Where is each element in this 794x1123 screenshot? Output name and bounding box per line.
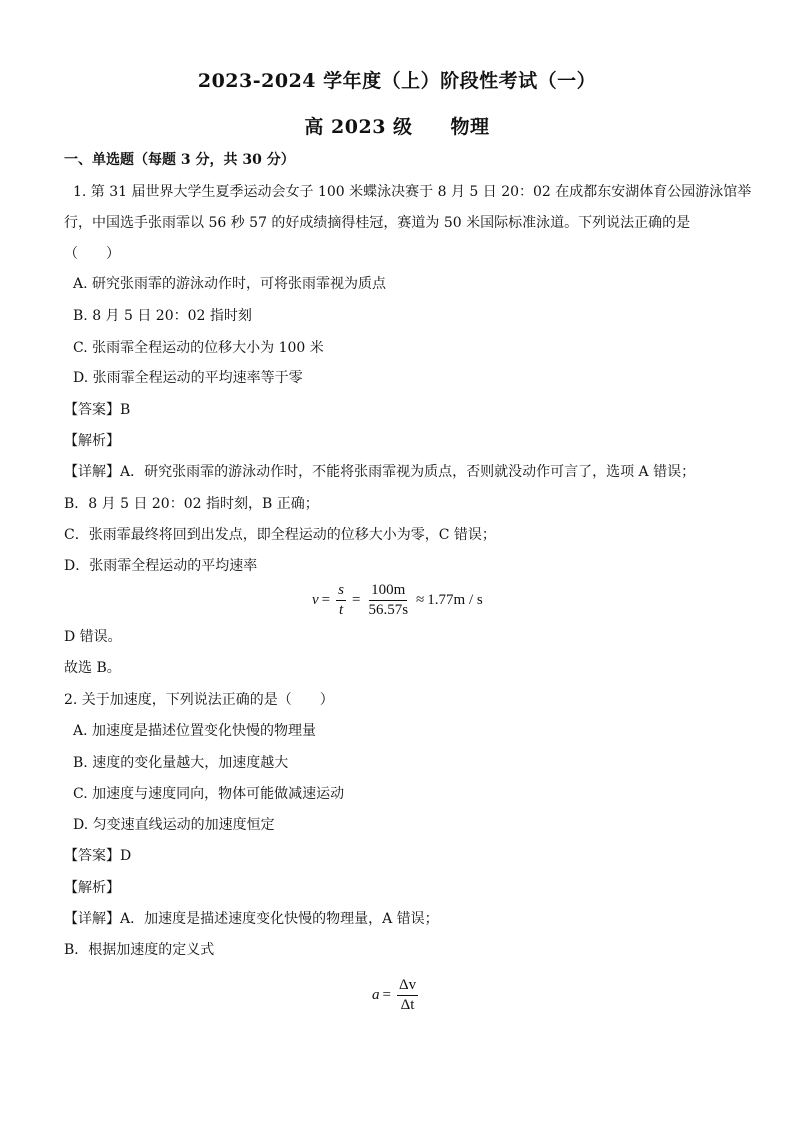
- q1-option-c: C. 张雨霏全程运动的位移大小为 100 米: [73, 340, 324, 356]
- q2-option-a: A. 加速度是描述位置变化快慢的物理量: [73, 723, 317, 739]
- fraction-numerator: 100m: [369, 582, 407, 601]
- q2-acceleration-formula: [372, 977, 421, 1014]
- fraction-denominator: 56.57s: [368, 602, 409, 618]
- section-heading: 一、单选题（每题 3 分，共 30 分）: [64, 152, 295, 168]
- q2-option-c: C. 加速度与速度同向，物体可能做减速运动: [73, 786, 345, 802]
- grade-label: 高 2023 级: [304, 116, 413, 138]
- fraction-s-over-t: [336, 582, 346, 619]
- q1-option-d: D. 张雨霏全程运动的平均速率等于零: [73, 370, 303, 386]
- q2-stem: 2. 关于加速度，下列说法正确的是（ ）: [64, 692, 334, 708]
- fraction-denominator: Δt: [400, 997, 415, 1013]
- formula-result: 1.77m / s: [427, 592, 483, 608]
- q2-option-d: D. 匀变速直线运动的加速度恒定: [73, 817, 275, 833]
- q2-detail-line-2: B．根据加速度的定义式: [64, 942, 215, 958]
- fraction-numerator: s: [336, 582, 346, 601]
- q1-analysis-label: 【解析】: [64, 433, 120, 449]
- q1-option-b: B. 8 月 5 日 20：02 指时刻: [73, 308, 252, 324]
- formula-approx: ≈: [416, 592, 425, 608]
- exam-subtitle: [0, 112, 794, 139]
- q1-detail-line-3: C．张雨霏最终将回到出发点，即全程运动的位移大小为零，C 错误；: [64, 527, 496, 543]
- formula-lhs: v: [312, 592, 319, 608]
- q1-stem-line-3: （ ）: [64, 246, 120, 262]
- q1-option-a: A. 研究张雨霏的游泳动作时，可将张雨霏视为质点: [73, 276, 387, 292]
- formula-equals: =: [321, 592, 331, 608]
- fraction-values: [366, 582, 410, 619]
- q1-conclusion-line-2: 故选 B。: [64, 660, 121, 676]
- q1-detail-line-2: B．8 月 5 日 20：02 指时刻，B 正确；: [64, 496, 319, 512]
- q2-analysis-label: 【解析】: [64, 880, 120, 896]
- subject-label: 物理: [450, 116, 490, 138]
- formula-equals: =: [351, 592, 361, 608]
- formula-equals: =: [382, 987, 391, 1003]
- q1-stem-line-1: 1. 第 31 届世界大学生夏季运动会女子 100 米蝶泳决赛于 8 月 5 日 20：02 在成都东安湖体育公园游泳馆举: [73, 184, 752, 200]
- formula-lhs: a: [372, 987, 380, 1003]
- fraction-denominator: t: [338, 602, 344, 618]
- q1-detail-line-1: 【详解】A．研究张雨霏的游泳动作时，不能将张雨霏视为质点，否则就没动作可言了，选项 A 错误；: [64, 464, 696, 480]
- q2-answer: 【答案】D: [64, 848, 132, 864]
- q1-stem-line-2: 行，中国选手张雨霏以 56 秒 57 的好成绩摘得桂冠，赛道为 50 米国际标准泳道。下列说法正确的是: [64, 215, 691, 231]
- q1-detail-line-4: D．张雨霏全程运动的平均速率: [64, 558, 258, 574]
- q1-average-speed-formula: [312, 582, 483, 619]
- fraction-delta-v-over-delta-t: [397, 977, 418, 1014]
- q2-option-b: B. 速度的变化量越大，加速度越大: [73, 755, 289, 771]
- fraction-numerator: Δv: [397, 977, 418, 996]
- q2-detail-line-1: 【详解】A．加速度是描述速度变化快慢的物理量，A 错误；: [64, 911, 439, 927]
- q1-answer: 【答案】B: [64, 402, 131, 418]
- q1-conclusion-line-1: D 错误。: [64, 629, 122, 645]
- exam-title: 2023-2024 学年度（上）阶段性考试（一）: [197, 70, 597, 92]
